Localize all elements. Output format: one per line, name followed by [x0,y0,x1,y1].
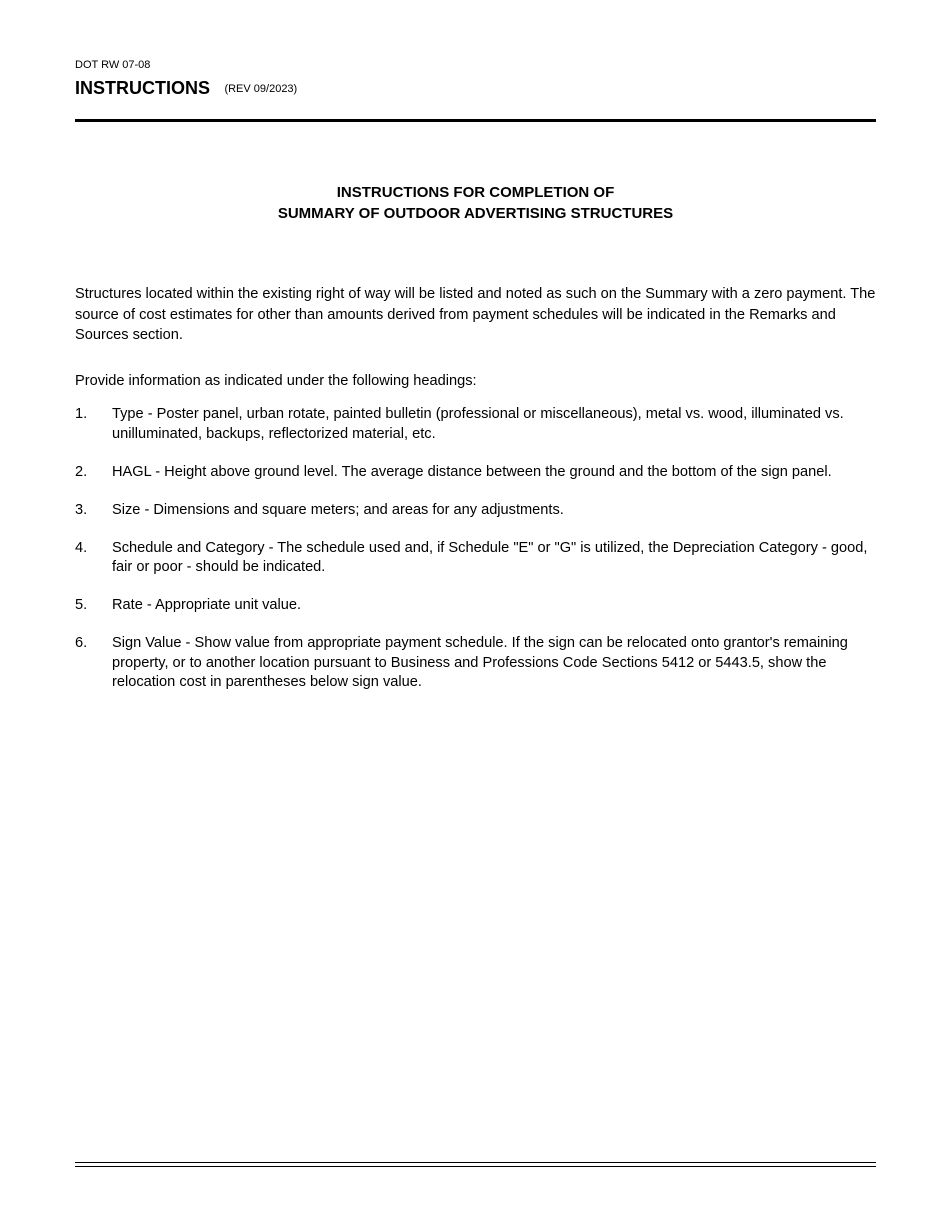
list-item [75,596,876,616]
revision-date: (REV 09/2023) [224,83,298,95]
instruction-list [75,405,876,711]
lead-paragraph: Provide information as indicated under the following headings: [75,373,477,389]
list-item-text: Rate - Appropriate unit value. [112,597,302,613]
header-title: INSTRUCTIONS [75,78,210,98]
form-number: DOT RW 07-08 [75,59,151,71]
document-title-line-1: INSTRUCTIONS FOR COMPLETION OF [336,184,615,201]
list-item-number: 1. [75,406,88,422]
list-item-text: Sign Value - Show value from appropriate payment schedule. If the sign can be relocated onto grantor's remaining property, or to another location pursuant to Business and Professions Code Sections 5412 or 5443.5, show the relocation cost in parentheses below sign value. [112,635,848,690]
list-item-text: Size - Dimensions and square meters; and areas for any adjustments. [112,501,564,518]
document-title [75,182,876,224]
footer-divider-bottom [75,1166,876,1167]
list-item [75,501,876,521]
list-item-number: 2. [75,463,88,480]
intro-paragraph: Structures located within the existing right of way will be listed and noted as such on the Summary with a zero payment. The source of cost estimates for other than amounts derived from payment schedules will be indicated in the Remarks and Sources section. [75,286,876,343]
list-item-text: HAGL - Height above ground level. The average distance between the ground and the bottom of the sign panel. [112,463,832,480]
list-item-text: Schedule and Category - The schedule used and, if Schedule "E" or "G" is utilized, the Depreciation Category - good, fair or poor - should be indicated. [112,539,868,575]
list-item-number: 5. [75,597,88,613]
header [75,77,297,99]
list-item-number: 3. [75,501,88,518]
list-item [75,405,876,444]
header-divider [75,119,876,122]
list-item [75,634,876,693]
document-title-line-2: SUMMARY OF OUTDOOR ADVERTISING STRUCTURES [277,205,674,222]
footer-divider-top [75,1162,876,1163]
list-item-number: 6. [75,635,88,651]
list-item [75,539,876,578]
list-item [75,463,876,483]
list-item-text: Type - Poster panel, urban rotate, painted bulletin (professional or miscellaneous), metal vs. wood, illuminated vs. unilluminated, backups, reflectorized material, etc. [112,406,844,442]
list-item-number: 4. [75,539,88,556]
